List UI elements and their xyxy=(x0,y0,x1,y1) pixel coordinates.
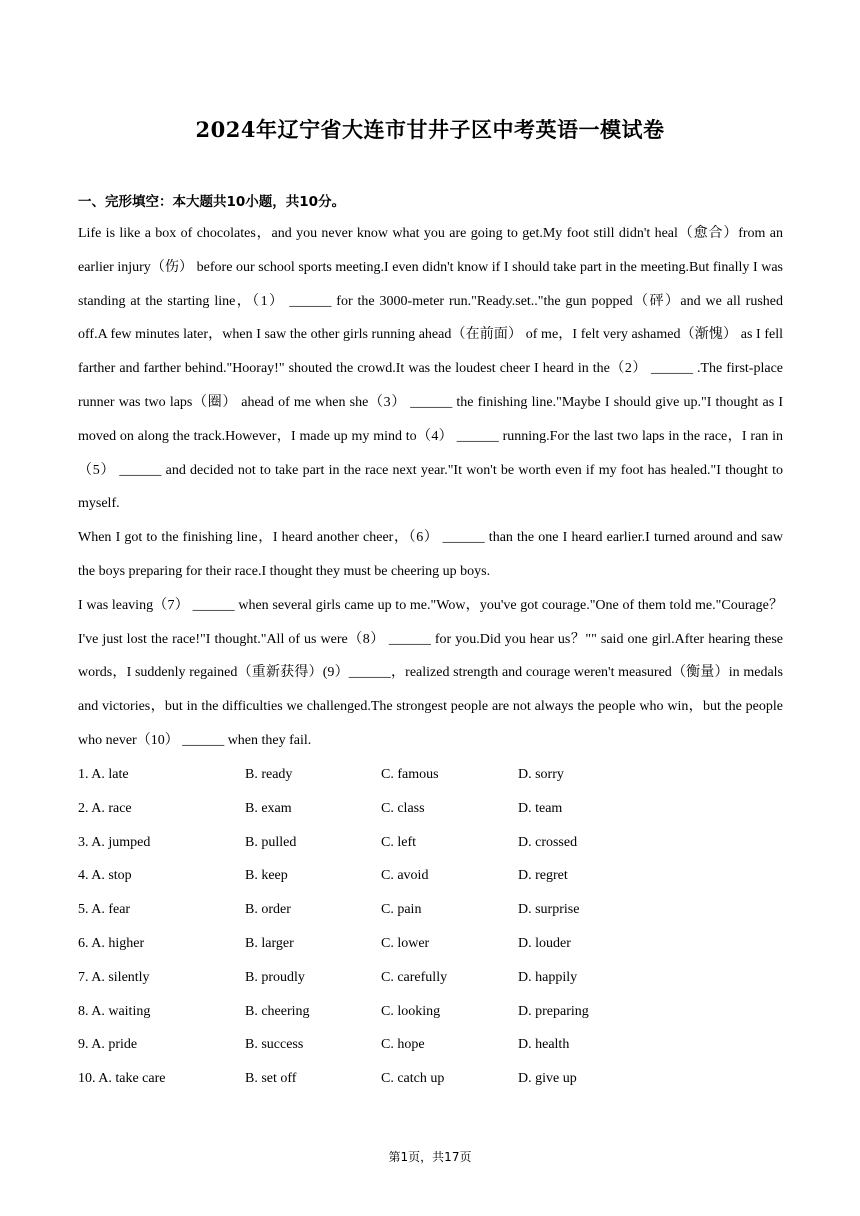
option-c: C. lower xyxy=(381,935,430,951)
option-c: C. left xyxy=(381,834,416,850)
option-b: B. set off xyxy=(245,1071,297,1087)
option-a: 5. A. fear xyxy=(78,902,131,918)
option-c: C. looking xyxy=(381,1003,441,1019)
passage-paragraph-1: Life is like a box of chocolates，and you never know what you are going to get.My foot still didn't heal（愈合）from an earlier injury（伤） before our school sports meeting.I even didn't know if I should take part in the meeting.But finally I was standing at the starting line，（1） ______ for the 3000-meter run."Ready.set.."the gun popped（砰）and we all rushed off.A few minutes later，when I saw the other girls running ahead（在前面） of me，I felt very ashamed（渐愧） as I fell farther and farther behind."Hooray!" shouted the crowd.It was the loudest cheer I heard in the（2） ______ .The first-place runner was two laps（圈） ahead of me when she（3） ______ the finishing line."Maybe I should give up."I thought as I moved on along the track.However，I made up my mind to（4） ______ running.For the last two laps in the race，I ran in（5） ______ and decided not to take part in the race next year."It won't be worth even if my foot has healed."I thought to myself. xyxy=(78,226,783,512)
option-a: 3. A. jumped xyxy=(78,834,151,850)
option-b: B. larger xyxy=(245,935,294,951)
answer-options xyxy=(78,758,783,1096)
option-d: D. happily xyxy=(518,969,578,985)
option-a: 1. A. late xyxy=(78,767,129,782)
question-row xyxy=(78,792,783,826)
option-d: D. team xyxy=(518,800,563,816)
question-row xyxy=(78,758,783,792)
option-d: D. louder xyxy=(518,935,571,951)
question-row xyxy=(78,1028,783,1062)
page-footer: 第1页，共17页 xyxy=(388,1150,472,1164)
option-c: C. hope xyxy=(381,1037,425,1053)
option-a: 9. A. pride xyxy=(78,1037,138,1053)
page-title: 2024年辽宁省大连市甘井子区中考英语一模试卷 xyxy=(195,117,665,142)
question-row xyxy=(78,995,783,1029)
option-a: 6. A. higher xyxy=(78,935,145,951)
option-d: D. sorry xyxy=(518,767,564,782)
cloze-passage xyxy=(78,217,783,758)
option-a: 2. A. race xyxy=(78,800,132,816)
option-a: 8. A. waiting xyxy=(78,1003,151,1019)
passage-paragraph-3: I was leaving（7） ______ when several girls came up to me."Wow，you've got courage."One of them told me."Courage？I've just lost the race!"I thought."All of us were（8） ______ for you.Did you hear us？"" said one girl.After hearing these words，I suddenly regained（重新获得）(9）______，realized strength and courage weren't measured（衡量）in medals and victories，but in the difficulties we challenged.The strongest people are not always the people who win，but the people who never（10） ______ when they fail. xyxy=(78,597,783,748)
option-b: B. cheering xyxy=(245,1003,310,1019)
option-c: C. avoid xyxy=(381,868,429,884)
question-row xyxy=(78,961,783,995)
option-c: C. class xyxy=(381,800,425,816)
option-a: 4. A. stop xyxy=(78,868,132,884)
option-d: D. surprise xyxy=(518,902,580,918)
option-b: B. exam xyxy=(245,800,292,816)
option-c: C. catch up xyxy=(381,1071,445,1087)
option-d: D. crossed xyxy=(518,834,578,850)
option-a: 10. A. take care xyxy=(78,1071,166,1087)
option-d: D. preparing xyxy=(518,1003,589,1019)
section-header: 一、完形填空：本大题共10小题，共10分。 xyxy=(78,194,346,210)
option-c: C. famous xyxy=(381,767,439,782)
question-row xyxy=(78,927,783,961)
option-b: B. proudly xyxy=(245,969,305,985)
option-d: D. give up xyxy=(518,1071,577,1087)
option-b: B. success xyxy=(245,1037,304,1053)
question-row xyxy=(78,1062,783,1096)
option-b: B. keep xyxy=(245,868,288,884)
option-d: D. regret xyxy=(518,868,568,884)
option-b: B. ready xyxy=(245,767,293,782)
option-c: C. pain xyxy=(381,902,422,918)
question-row xyxy=(78,893,783,927)
question-row xyxy=(78,826,783,860)
passage-paragraph-2: When I got to the finishing line，I heard another cheer，（6） ______ than the one I heard earlier.I turned around and saw the boys preparing for their race.I thought they must be cheering up boys. xyxy=(78,530,783,579)
option-b: B. order xyxy=(245,902,291,918)
option-b: B. pulled xyxy=(245,834,297,850)
option-a: 7. A. silently xyxy=(78,969,150,985)
question-row xyxy=(78,859,783,893)
option-c: C. carefully xyxy=(381,969,448,985)
option-d: D. health xyxy=(518,1037,570,1053)
